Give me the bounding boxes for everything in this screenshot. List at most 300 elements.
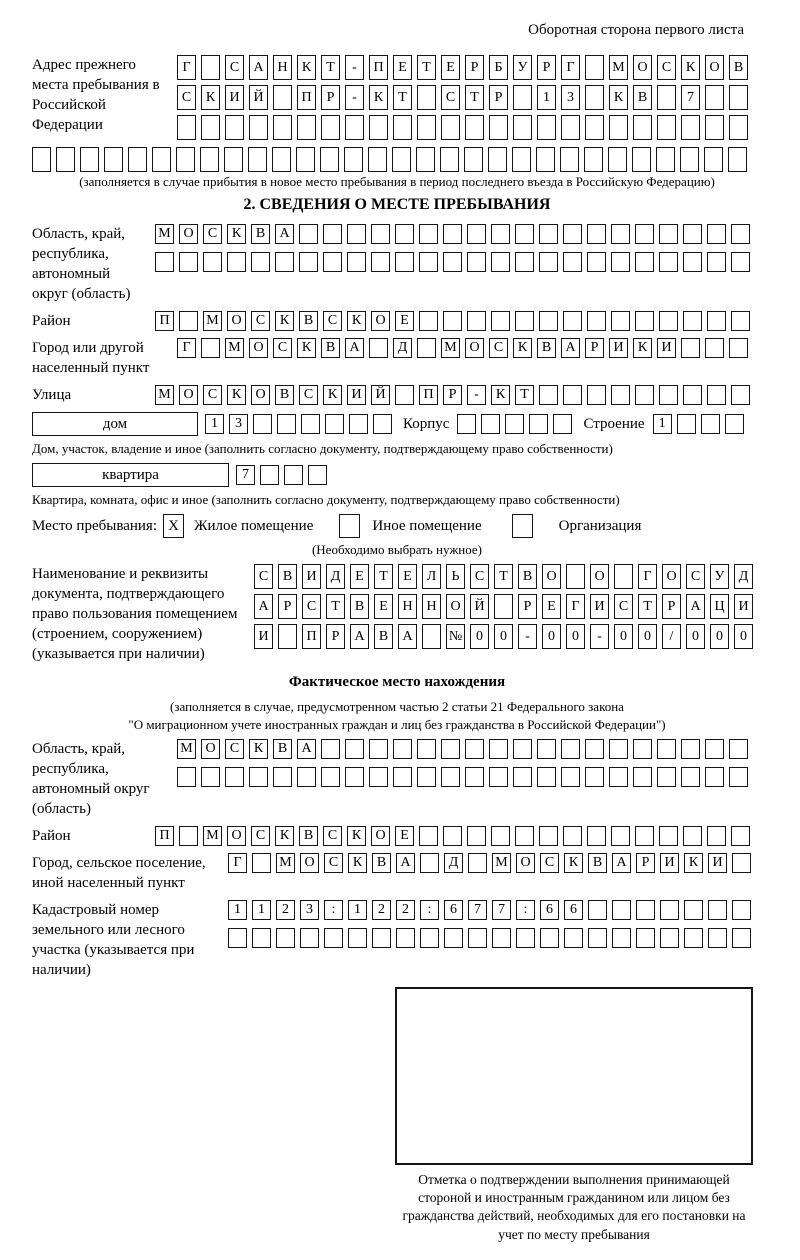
char-box[interactable] <box>563 224 582 244</box>
char-box[interactable] <box>563 311 582 331</box>
char-box[interactable]: М <box>203 311 222 331</box>
char-box[interactable] <box>284 465 303 485</box>
char-box[interactable] <box>585 739 604 759</box>
char-box[interactable]: К <box>201 85 220 110</box>
char-box[interactable] <box>201 338 220 358</box>
char-box[interactable] <box>224 147 243 172</box>
char-box[interactable] <box>705 739 724 759</box>
char-box[interactable] <box>417 85 436 110</box>
char-box[interactable]: С <box>324 853 343 873</box>
char-box[interactable]: С <box>441 85 460 110</box>
char-box[interactable] <box>468 928 487 948</box>
char-box[interactable] <box>705 338 724 358</box>
char-box[interactable]: А <box>396 853 415 873</box>
char-box[interactable] <box>128 147 147 172</box>
char-box[interactable] <box>252 928 271 948</box>
char-box[interactable] <box>320 147 339 172</box>
char-box[interactable] <box>657 85 676 110</box>
char-box[interactable]: К <box>633 338 652 358</box>
char-box[interactable] <box>481 414 500 434</box>
char-box[interactable] <box>729 115 748 140</box>
char-box[interactable] <box>683 311 702 331</box>
char-box[interactable] <box>420 928 439 948</box>
char-box[interactable] <box>32 147 51 172</box>
char-box[interactable] <box>419 311 438 331</box>
char-box[interactable]: П <box>369 55 388 80</box>
char-box[interactable] <box>677 414 696 434</box>
char-box[interactable] <box>707 385 726 405</box>
char-box[interactable] <box>564 928 583 948</box>
char-box[interactable] <box>249 767 268 787</box>
char-box[interactable]: № <box>446 624 465 649</box>
char-box[interactable]: В <box>299 311 318 331</box>
char-box[interactable]: В <box>299 826 318 846</box>
char-box[interactable]: Н <box>398 594 417 619</box>
char-box[interactable]: С <box>203 224 222 244</box>
char-box[interactable] <box>419 224 438 244</box>
char-box[interactable] <box>176 147 195 172</box>
char-box[interactable] <box>659 826 678 846</box>
char-box[interactable] <box>297 767 316 787</box>
char-box[interactable] <box>633 767 652 787</box>
char-box[interactable] <box>705 85 724 110</box>
char-box[interactable]: К <box>275 311 294 331</box>
char-box[interactable] <box>297 115 316 140</box>
char-box[interactable] <box>516 928 535 948</box>
char-box[interactable]: А <box>254 594 273 619</box>
char-box[interactable]: А <box>350 624 369 649</box>
char-box[interactable]: Р <box>278 594 297 619</box>
char-box[interactable]: 0 <box>566 624 585 649</box>
char-box[interactable]: О <box>227 311 246 331</box>
char-box[interactable] <box>467 826 486 846</box>
char-box[interactable]: К <box>348 853 367 873</box>
char-box[interactable] <box>488 147 507 172</box>
char-box[interactable] <box>633 115 652 140</box>
char-box[interactable] <box>561 115 580 140</box>
char-box[interactable]: : <box>420 900 439 920</box>
char-box[interactable] <box>611 311 630 331</box>
char-box[interactable]: 3 <box>561 85 580 110</box>
char-box[interactable] <box>417 115 436 140</box>
char-box[interactable] <box>515 252 534 272</box>
char-box[interactable] <box>440 147 459 172</box>
char-box[interactable] <box>416 147 435 172</box>
char-box[interactable] <box>515 826 534 846</box>
char-box[interactable]: Т <box>326 594 345 619</box>
char-box[interactable] <box>489 767 508 787</box>
char-box[interactable] <box>491 252 510 272</box>
char-box[interactable] <box>537 767 556 787</box>
char-box[interactable]: М <box>203 826 222 846</box>
char-box[interactable]: Р <box>443 385 462 405</box>
char-box[interactable] <box>587 224 606 244</box>
char-box[interactable] <box>393 115 412 140</box>
char-box[interactable] <box>444 928 463 948</box>
char-box[interactable]: 0 <box>734 624 753 649</box>
char-box[interactable]: С <box>686 564 705 589</box>
char-box[interactable] <box>708 900 727 920</box>
char-box[interactable]: В <box>273 739 292 759</box>
char-box[interactable] <box>301 414 320 434</box>
char-box[interactable]: Р <box>326 624 345 649</box>
char-box[interactable]: П <box>297 85 316 110</box>
char-box[interactable]: К <box>323 385 342 405</box>
char-box[interactable] <box>323 252 342 272</box>
char-box[interactable] <box>203 252 222 272</box>
char-box[interactable]: Т <box>321 55 340 80</box>
char-box[interactable] <box>636 928 655 948</box>
char-box[interactable]: В <box>275 385 294 405</box>
char-box[interactable] <box>369 767 388 787</box>
char-box[interactable] <box>369 338 388 358</box>
char-box[interactable] <box>515 224 534 244</box>
char-box[interactable]: Й <box>371 385 390 405</box>
char-box[interactable]: А <box>612 853 631 873</box>
char-box[interactable]: А <box>249 55 268 80</box>
char-box[interactable] <box>345 767 364 787</box>
char-box[interactable]: 0 <box>470 624 489 649</box>
char-box[interactable]: Е <box>542 594 561 619</box>
char-box[interactable] <box>707 311 726 331</box>
char-box[interactable]: И <box>590 594 609 619</box>
char-box[interactable]: Д <box>734 564 753 589</box>
char-box[interactable]: С <box>251 311 270 331</box>
char-box[interactable] <box>201 55 220 80</box>
char-box[interactable] <box>657 739 676 759</box>
char-box[interactable] <box>659 224 678 244</box>
char-box[interactable]: В <box>633 85 652 110</box>
char-box[interactable] <box>732 928 751 948</box>
char-box[interactable]: 1 <box>653 414 672 434</box>
char-box[interactable] <box>443 252 462 272</box>
char-box[interactable] <box>585 55 604 80</box>
char-box[interactable]: К <box>227 385 246 405</box>
char-box[interactable] <box>540 928 559 948</box>
char-box[interactable] <box>273 115 292 140</box>
char-box[interactable] <box>201 767 220 787</box>
char-box[interactable] <box>588 928 607 948</box>
char-box[interactable]: Н <box>273 55 292 80</box>
char-box[interactable]: П <box>155 826 174 846</box>
char-box[interactable]: Н <box>422 594 441 619</box>
char-box[interactable] <box>731 311 750 331</box>
char-box[interactable]: С <box>657 55 676 80</box>
char-box[interactable]: 2 <box>276 900 295 920</box>
char-box[interactable] <box>731 385 750 405</box>
char-box[interactable] <box>705 115 724 140</box>
char-box[interactable]: Е <box>374 594 393 619</box>
char-box[interactable]: С <box>614 594 633 619</box>
char-box[interactable]: Р <box>636 853 655 873</box>
char-box[interactable] <box>513 767 532 787</box>
char-box[interactable] <box>683 385 702 405</box>
char-box[interactable] <box>369 115 388 140</box>
char-box[interactable]: - <box>467 385 486 405</box>
char-box[interactable] <box>300 928 319 948</box>
char-box[interactable]: Г <box>561 55 580 80</box>
char-box[interactable]: : <box>516 900 535 920</box>
char-box[interactable]: С <box>203 385 222 405</box>
char-box[interactable] <box>681 767 700 787</box>
char-box[interactable]: Й <box>249 85 268 110</box>
char-box[interactable] <box>585 767 604 787</box>
char-box[interactable]: К <box>347 311 366 331</box>
char-box[interactable]: С <box>177 85 196 110</box>
char-box[interactable] <box>708 928 727 948</box>
char-box[interactable] <box>152 147 171 172</box>
char-box[interactable]: 1 <box>228 900 247 920</box>
char-box[interactable] <box>324 928 343 948</box>
char-box[interactable] <box>395 385 414 405</box>
char-box[interactable] <box>635 252 654 272</box>
char-box[interactable] <box>251 252 270 272</box>
char-box[interactable]: К <box>609 85 628 110</box>
char-box[interactable]: К <box>369 85 388 110</box>
char-box[interactable]: Е <box>398 564 417 589</box>
char-box[interactable]: С <box>254 564 273 589</box>
char-box[interactable] <box>253 414 272 434</box>
char-box[interactable] <box>308 465 327 485</box>
char-box[interactable] <box>683 224 702 244</box>
char-box[interactable] <box>512 147 531 172</box>
char-box[interactable] <box>614 564 633 589</box>
char-box[interactable] <box>349 414 368 434</box>
char-box[interactable] <box>393 739 412 759</box>
char-box[interactable]: В <box>278 564 297 589</box>
char-box[interactable]: У <box>513 55 532 80</box>
char-box[interactable] <box>732 900 751 920</box>
char-box[interactable] <box>657 767 676 787</box>
char-box[interactable] <box>684 928 703 948</box>
char-box[interactable]: 0 <box>710 624 729 649</box>
char-box[interactable] <box>553 414 572 434</box>
char-box[interactable]: К <box>681 55 700 80</box>
char-box[interactable] <box>177 115 196 140</box>
char-box[interactable] <box>443 224 462 244</box>
char-box[interactable] <box>611 224 630 244</box>
char-box[interactable] <box>515 311 534 331</box>
char-box[interactable] <box>633 739 652 759</box>
char-box[interactable] <box>609 767 628 787</box>
char-box[interactable]: Ь <box>446 564 465 589</box>
char-box[interactable]: - <box>345 55 364 80</box>
char-box[interactable] <box>680 147 699 172</box>
char-box[interactable] <box>368 147 387 172</box>
char-box[interactable]: - <box>345 85 364 110</box>
char-box[interactable] <box>612 928 631 948</box>
char-box[interactable] <box>419 826 438 846</box>
char-box[interactable] <box>707 826 726 846</box>
char-box[interactable]: И <box>734 594 753 619</box>
char-box[interactable] <box>225 767 244 787</box>
char-box[interactable] <box>537 739 556 759</box>
char-box[interactable] <box>660 900 679 920</box>
char-box[interactable]: О <box>516 853 535 873</box>
char-box[interactable]: С <box>470 564 489 589</box>
char-box[interactable] <box>611 252 630 272</box>
char-box[interactable] <box>80 147 99 172</box>
char-box[interactable]: 3 <box>229 414 248 434</box>
char-box[interactable] <box>566 564 585 589</box>
char-box[interactable]: Т <box>494 564 513 589</box>
char-box[interactable] <box>277 414 296 434</box>
char-box[interactable]: Д <box>393 338 412 358</box>
char-box[interactable] <box>659 385 678 405</box>
char-box[interactable] <box>225 115 244 140</box>
char-box[interactable]: : <box>324 900 343 920</box>
char-box[interactable]: - <box>518 624 537 649</box>
char-box[interactable] <box>345 115 364 140</box>
char-box[interactable]: А <box>561 338 580 358</box>
char-box[interactable]: О <box>227 826 246 846</box>
char-box[interactable] <box>635 385 654 405</box>
char-box[interactable]: В <box>321 338 340 358</box>
char-box[interactable]: М <box>225 338 244 358</box>
char-box[interactable] <box>179 826 198 846</box>
char-box[interactable]: М <box>441 338 460 358</box>
char-box[interactable] <box>396 928 415 948</box>
char-box[interactable] <box>561 739 580 759</box>
char-box[interactable] <box>560 147 579 172</box>
char-box[interactable] <box>513 739 532 759</box>
char-box[interactable]: 7 <box>681 85 700 110</box>
char-box[interactable]: Е <box>395 826 414 846</box>
char-box[interactable] <box>395 252 414 272</box>
flat-type-input[interactable]: квартира <box>32 463 229 487</box>
char-box[interactable]: Р <box>662 594 681 619</box>
char-box[interactable]: 0 <box>542 624 561 649</box>
char-box[interactable] <box>729 85 748 110</box>
char-box[interactable] <box>705 767 724 787</box>
char-box[interactable] <box>563 252 582 272</box>
char-box[interactable] <box>467 224 486 244</box>
char-box[interactable]: К <box>275 826 294 846</box>
char-box[interactable]: Р <box>321 85 340 110</box>
char-box[interactable]: 6 <box>564 900 583 920</box>
char-box[interactable] <box>561 767 580 787</box>
char-box[interactable] <box>347 252 366 272</box>
char-box[interactable] <box>539 311 558 331</box>
char-box[interactable] <box>249 115 268 140</box>
char-box[interactable]: А <box>398 624 417 649</box>
char-box[interactable]: К <box>227 224 246 244</box>
char-box[interactable] <box>587 252 606 272</box>
char-box[interactable]: П <box>302 624 321 649</box>
char-box[interactable] <box>345 739 364 759</box>
char-box[interactable]: М <box>609 55 628 80</box>
char-box[interactable]: В <box>372 853 391 873</box>
char-box[interactable] <box>260 465 279 485</box>
char-box[interactable] <box>441 115 460 140</box>
char-box[interactable]: О <box>249 338 268 358</box>
char-box[interactable] <box>505 414 524 434</box>
char-box[interactable]: О <box>371 311 390 331</box>
char-box[interactable] <box>701 414 720 434</box>
char-box[interactable] <box>635 311 654 331</box>
char-box[interactable]: С <box>489 338 508 358</box>
char-box[interactable] <box>441 739 460 759</box>
char-box[interactable] <box>539 385 558 405</box>
char-box[interactable] <box>273 85 292 110</box>
char-box[interactable]: 0 <box>638 624 657 649</box>
char-box[interactable] <box>321 739 340 759</box>
char-box[interactable]: Й <box>470 594 489 619</box>
char-box[interactable] <box>465 115 484 140</box>
char-box[interactable] <box>725 414 744 434</box>
char-box[interactable]: Т <box>515 385 534 405</box>
char-box[interactable]: 1 <box>252 900 271 920</box>
char-box[interactable]: Б <box>489 55 508 80</box>
char-box[interactable] <box>325 414 344 434</box>
char-box[interactable]: Г <box>638 564 657 589</box>
char-box[interactable] <box>731 224 750 244</box>
char-box[interactable] <box>228 928 247 948</box>
char-box[interactable]: 1 <box>205 414 224 434</box>
char-box[interactable] <box>611 385 630 405</box>
char-box[interactable]: Р <box>518 594 537 619</box>
char-box[interactable] <box>529 414 548 434</box>
char-box[interactable] <box>464 147 483 172</box>
char-box[interactable]: Т <box>393 85 412 110</box>
char-box[interactable] <box>299 224 318 244</box>
char-box[interactable]: / <box>662 624 681 649</box>
char-box[interactable]: П <box>419 385 438 405</box>
char-box[interactable]: К <box>249 739 268 759</box>
char-box[interactable] <box>681 739 700 759</box>
char-box[interactable] <box>632 147 651 172</box>
char-box[interactable] <box>657 115 676 140</box>
char-box[interactable] <box>392 147 411 172</box>
char-box[interactable] <box>731 252 750 272</box>
char-box[interactable] <box>443 826 462 846</box>
char-box[interactable] <box>585 85 604 110</box>
char-box[interactable]: О <box>300 853 319 873</box>
char-box[interactable] <box>227 252 246 272</box>
char-box[interactable]: Е <box>393 55 412 80</box>
char-box[interactable] <box>347 224 366 244</box>
char-box[interactable] <box>344 147 363 172</box>
char-box[interactable] <box>635 224 654 244</box>
char-box[interactable] <box>104 147 123 172</box>
char-box[interactable]: М <box>492 853 511 873</box>
char-box[interactable]: И <box>225 85 244 110</box>
char-box[interactable] <box>321 767 340 787</box>
char-box[interactable] <box>729 767 748 787</box>
char-box[interactable]: 3 <box>300 900 319 920</box>
char-box[interactable] <box>659 252 678 272</box>
char-box[interactable] <box>539 224 558 244</box>
char-box[interactable] <box>587 826 606 846</box>
char-box[interactable]: 1 <box>537 85 556 110</box>
char-box[interactable] <box>707 252 726 272</box>
char-box[interactable]: С <box>302 594 321 619</box>
char-box[interactable]: В <box>518 564 537 589</box>
char-box[interactable] <box>491 826 510 846</box>
char-box[interactable] <box>656 147 675 172</box>
char-box[interactable] <box>539 252 558 272</box>
char-box[interactable]: М <box>276 853 295 873</box>
char-box[interactable] <box>681 338 700 358</box>
char-box[interactable]: А <box>686 594 705 619</box>
char-box[interactable]: И <box>347 385 366 405</box>
char-box[interactable]: О <box>201 739 220 759</box>
char-box[interactable] <box>273 767 292 787</box>
char-box[interactable] <box>179 311 198 331</box>
char-box[interactable] <box>491 311 510 331</box>
char-box[interactable] <box>201 115 220 140</box>
char-box[interactable] <box>608 147 627 172</box>
